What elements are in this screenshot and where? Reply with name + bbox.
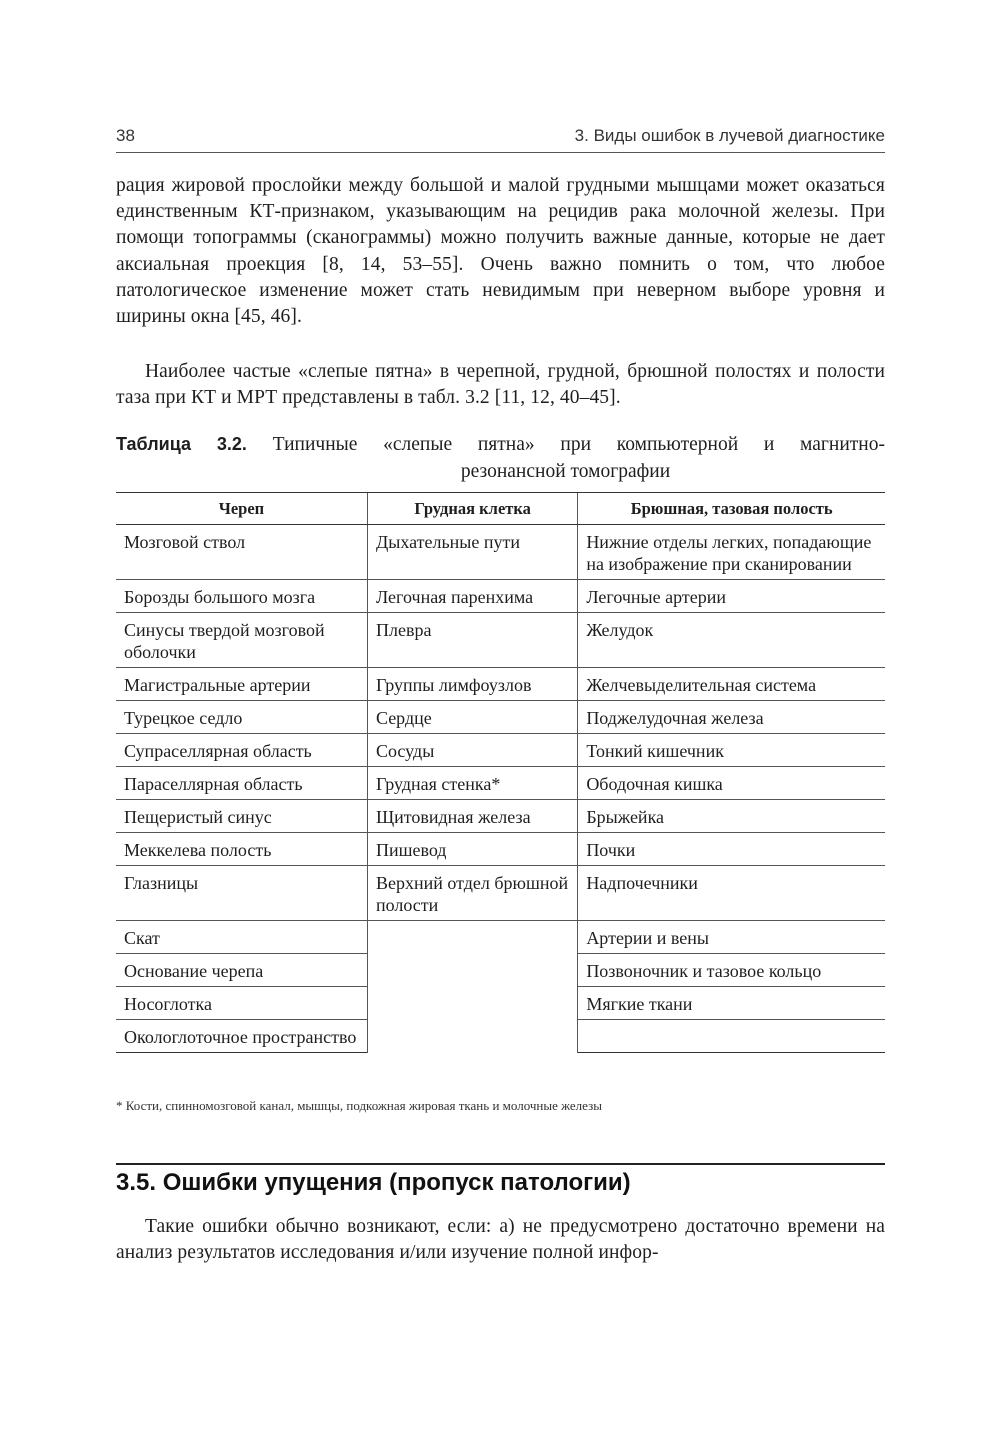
table-row xyxy=(116,800,885,833)
table-cell: Плевра xyxy=(367,613,577,668)
table-row xyxy=(116,767,885,800)
running-head xyxy=(116,124,885,153)
table-cell: Брыжейка xyxy=(578,800,885,833)
table-label: Таблица 3.2. xyxy=(116,434,247,454)
section-divider xyxy=(116,1163,885,1165)
table-row xyxy=(116,833,885,866)
table-cell: Легочные артерии xyxy=(578,580,885,613)
table-cell: Ободочная кишка xyxy=(578,767,885,800)
paragraph-1: рация жировой прослойки между большой и малой грудными мышцами может оказаться единственным КТ-признаком, указывающим на рецидив рака молочной железы. При помощи топограммы (сканограммы) можно получить важные данные, которые не дает аксиальная проекция [8, 14, 53–55]. Очень важно помнить о том, что любое патологическое изменение может стать невидимым при неверном выборе уровня и ширины окна [45, 46]. xyxy=(116,175,885,328)
table-cell: Глазницы xyxy=(116,866,367,921)
table-caption-line-1 xyxy=(116,431,885,458)
table-cell: Позвоночник и тазовое кольцо xyxy=(578,954,885,987)
table-cell: Нижние отделы легких, попадающие на изображение при сканировании xyxy=(578,525,885,580)
blind-spots-table xyxy=(116,492,885,1053)
column-header: Брюшная, тазовая полость xyxy=(578,493,885,525)
table-cell: Параселлярная область xyxy=(116,767,367,800)
table-row xyxy=(116,668,885,701)
table-cell: Сердце xyxy=(367,701,577,734)
table-cell: Меккелева полость xyxy=(116,833,367,866)
table-cell: Легочная паренхима xyxy=(367,580,577,613)
table-cell: Артерии и вены xyxy=(578,921,885,954)
table-row xyxy=(116,921,885,954)
table-cell: Почки xyxy=(578,833,885,866)
table-cell: Мозговой ствол xyxy=(116,525,367,580)
section-heading: 3.5. Ошибки упущения (пропуск патологии) xyxy=(116,1169,631,1196)
table-cell: Щитовидная железа xyxy=(367,800,577,833)
table-cell: Носоглотка xyxy=(116,987,367,1020)
table-header-row xyxy=(116,493,885,525)
table-cell: Верхний отдел брюшной полости xyxy=(367,866,577,921)
table-cell: Скат xyxy=(116,921,367,954)
column-header: Череп xyxy=(116,493,367,525)
table-cell: Поджелудочная железа xyxy=(578,701,885,734)
table-row xyxy=(116,613,885,668)
chapter-title: 3. Виды ошибок в лучевой диагностике xyxy=(574,126,885,145)
table-row xyxy=(116,866,885,921)
table-cell: Супраселлярная область xyxy=(116,734,367,767)
table-cell: Мягкие ткани xyxy=(578,987,885,1020)
table-cell: Тонкий кишечник xyxy=(578,734,885,767)
table-cell: Турецкое седло xyxy=(116,701,367,734)
table-title-part-1: Типичные «слепые пятна» при компьютерной и магнитно- xyxy=(272,434,885,455)
table-cell: Группы лимфоузлов xyxy=(367,668,577,701)
table-cell: Дыхательные пути xyxy=(367,525,577,580)
table-cell: Надпочечники xyxy=(578,866,885,921)
table-row xyxy=(116,580,885,613)
table-cell: Пещеристый синус xyxy=(116,800,367,833)
table-caption xyxy=(116,431,885,485)
paragraph-3: Такие ошибки обычно возникают, если: а) не предусмотрено достаточно времени на анализ результатов исследования и/или изучение полной инфор- xyxy=(116,1216,885,1264)
table-cell: Борозды большого мозга xyxy=(116,580,367,613)
table-cell: Окологлоточное пространство xyxy=(116,1020,367,1053)
column-header: Грудная клетка xyxy=(367,493,577,525)
table-cell: Грудная стенка* xyxy=(367,767,577,800)
table-cell: Синусы твердой мозговой оболочки xyxy=(116,613,367,668)
empty-merged-cell xyxy=(367,921,577,1053)
table-row xyxy=(116,701,885,734)
table-row xyxy=(116,734,885,767)
table-cell: Желудок xyxy=(578,613,885,668)
table-row xyxy=(116,525,885,580)
table-cell: Основание черепа xyxy=(116,954,367,987)
page-number: 38 xyxy=(116,126,135,145)
table-cell: Сосуды xyxy=(367,734,577,767)
table-cell: Желчевыделительная система xyxy=(578,668,885,701)
table-footnote: * Кости, спинномозговой канал, мышцы, подкожная жировая ткань и молочные железы xyxy=(116,1098,602,1113)
table-cell: Пишевод xyxy=(367,833,577,866)
paragraph-2: Наиболее частые «слепые пятна» в черепной, грудной, брюшной полостях и полости таза при КТ и МРТ представлены в табл. 3.2 [11, 12, 40–45]. xyxy=(116,361,885,409)
table-cell xyxy=(578,1020,885,1053)
table-title-part-2: резонансной томографии xyxy=(460,461,671,482)
table-cell: Магистральные артерии xyxy=(116,668,367,701)
